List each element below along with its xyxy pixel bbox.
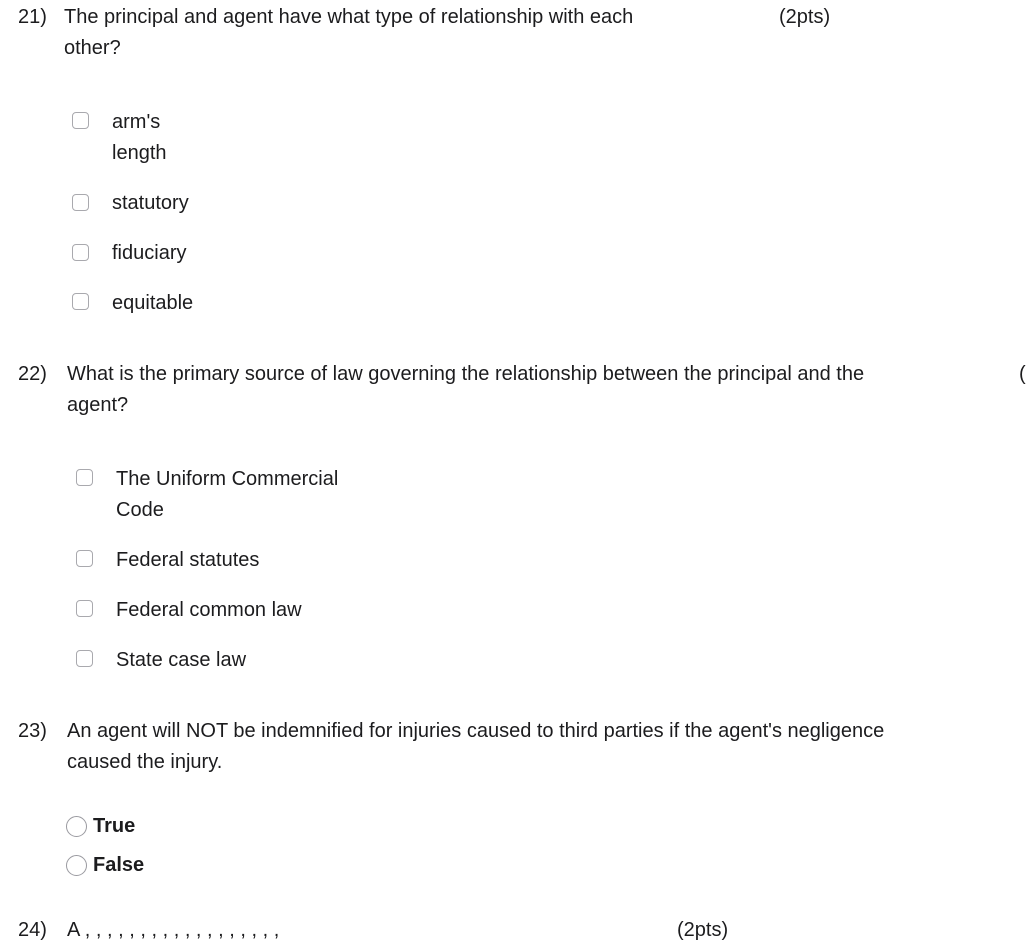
question-24-text-partial: A , , , , , , , , , , , , , , , , , ,	[67, 919, 280, 941]
option-label-line2: Code	[116, 499, 164, 521]
option-ucc[interactable]	[76, 464, 396, 526]
question-number: 24)	[18, 919, 47, 941]
question-text-line1: An agent will NOT be indemnified for injuries caused to third parties if the agent's negligence	[67, 720, 885, 742]
question-text-line1: What is the primary source of law governing the relationship between the principal and the	[67, 363, 865, 385]
option-checkbox[interactable]	[72, 194, 89, 211]
question-points: (	[1019, 363, 1026, 385]
option-checkbox[interactable]	[76, 600, 93, 617]
option-label: Federal statutes	[116, 549, 260, 571]
question-text-line1: The principal and agent have what type of relationship with each	[64, 6, 634, 28]
question-number: 23)	[18, 720, 47, 742]
option-label: False	[93, 854, 145, 876]
option-checkbox[interactable]	[76, 650, 93, 667]
option-radio[interactable]	[66, 855, 87, 876]
option-label-line1: The Uniform Commercial	[116, 468, 339, 490]
option-checkbox[interactable]	[76, 469, 93, 486]
option-label-line2: length	[112, 142, 167, 164]
option-checkbox[interactable]	[72, 244, 89, 261]
option-checkbox[interactable]	[76, 550, 93, 567]
option-statutory[interactable]	[72, 188, 272, 219]
option-state-case-law[interactable]	[76, 645, 396, 676]
option-false[interactable]	[66, 853, 186, 877]
question-text-line2: agent?	[67, 394, 129, 416]
question-number: 21)	[18, 6, 47, 28]
question-24-points-partial: (2pts)	[677, 919, 729, 941]
option-label: equitable	[112, 292, 194, 314]
question-number: 22)	[18, 363, 47, 385]
option-checkbox[interactable]	[72, 293, 89, 310]
question-24-partial	[18, 918, 47, 942]
option-true[interactable]	[66, 814, 186, 838]
option-fiduciary[interactable]	[72, 238, 272, 269]
option-checkbox[interactable]	[72, 112, 89, 129]
option-label-line1: arm's	[112, 111, 161, 133]
option-federal-common-law[interactable]	[76, 595, 396, 626]
option-radio[interactable]	[66, 816, 87, 837]
option-label: State case law	[116, 649, 247, 671]
option-label: fiduciary	[112, 242, 187, 264]
option-arms-length[interactable]	[72, 107, 272, 169]
question-points: (2pts)	[779, 6, 831, 28]
question-text-line2: other?	[64, 37, 121, 59]
option-label: True	[93, 815, 136, 837]
option-label: Federal common law	[116, 599, 302, 621]
option-label: statutory	[112, 192, 189, 214]
question-text-line2: caused the injury.	[67, 751, 223, 773]
option-equitable[interactable]	[72, 288, 272, 319]
option-federal-statutes[interactable]	[76, 545, 396, 576]
